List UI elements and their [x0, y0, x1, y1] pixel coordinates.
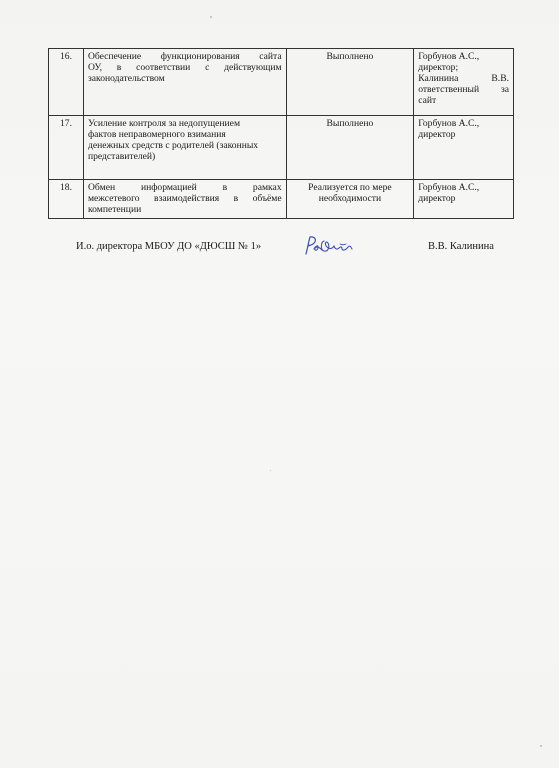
table-row — [49, 180, 514, 219]
responsible-line: директор; — [418, 62, 459, 73]
responsible-line: сайт — [418, 95, 437, 106]
signatory-title: И.о. директора МБОУ ДО «ДЮСШ № 1» — [76, 241, 262, 252]
measures-table — [48, 48, 514, 219]
responsible-line: ответственный за — [418, 84, 509, 95]
status-cell — [286, 180, 414, 219]
responsible-line: директор — [418, 193, 456, 204]
row-number: 18. — [49, 180, 84, 219]
row-number: 16. — [49, 49, 84, 116]
status-line: Реализуется по мере — [308, 182, 392, 193]
paper-speck — [540, 745, 542, 747]
responsible-cell — [414, 116, 514, 180]
action-line: Обмен информацией в рамках — [87, 182, 282, 193]
action-line: фактов неправомерного взимания — [87, 129, 226, 140]
action-cell — [83, 116, 286, 180]
signature-block — [0, 238, 559, 262]
status-line: необходимости — [318, 193, 382, 204]
paper-speck — [210, 16, 212, 18]
action-line: ОУ, в соответствии с действующим — [87, 62, 282, 73]
action-line: Усиление контроля за недопущением — [87, 118, 241, 129]
action-line: представителей) — [87, 151, 156, 162]
action-line: денежных средств с родителей (законных — [87, 140, 259, 151]
responsible-line: Горбунов А.С., — [418, 182, 480, 193]
responsible-line: Калинина В.В. — [418, 73, 509, 84]
status-cell — [286, 49, 414, 116]
action-line: межсетевого взаимодействия в объёме — [87, 193, 282, 204]
paper-speck — [270, 470, 271, 471]
responsible-cell — [414, 49, 514, 116]
status-line: Выполнено — [326, 118, 374, 129]
responsible-line: Горбунов А.С., — [418, 51, 480, 62]
row-number: 17. — [49, 116, 84, 180]
table-row — [49, 49, 514, 116]
handwritten-signature-icon — [300, 232, 360, 260]
action-line: Обеспечение функционирования сайта — [87, 51, 282, 62]
action-cell — [83, 180, 286, 219]
status-cell — [286, 116, 414, 180]
status-line: Выполнено — [326, 51, 374, 62]
action-cell — [83, 49, 286, 116]
action-line: компетенции — [87, 204, 142, 215]
table-row — [49, 116, 514, 180]
responsible-cell — [414, 180, 514, 219]
responsible-line: директор — [418, 129, 456, 140]
signatory-name: В.В. Калинина — [428, 241, 494, 252]
responsible-line: Горбунов А.С., — [418, 118, 480, 129]
action-line: законодательством — [87, 73, 165, 84]
